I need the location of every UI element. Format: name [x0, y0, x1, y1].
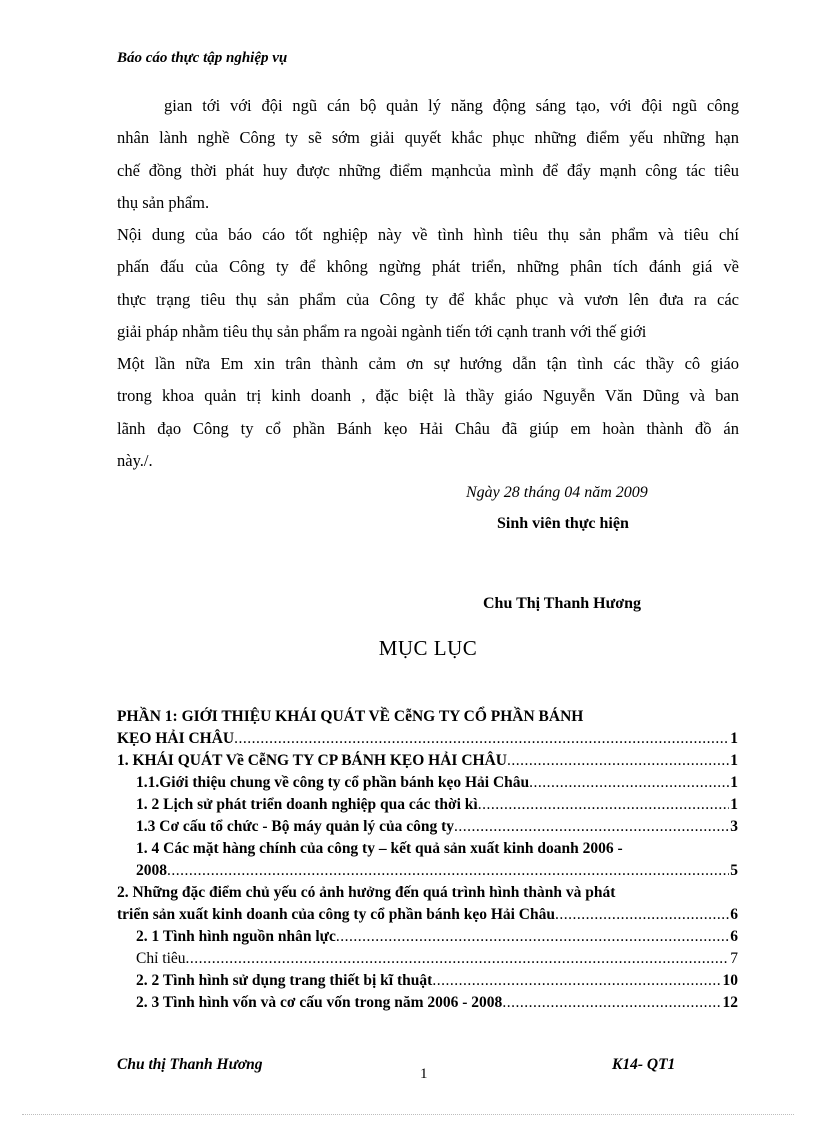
toc-page-number: 10: [722, 972, 738, 989]
toc-leader-dots: [507, 750, 729, 772]
toc-leader-dots: [186, 948, 730, 970]
footer-author: Chu thị Thanh Hương: [117, 1056, 263, 1073]
toc-entry-text: 1. 2 Lịch sử phát triển doanh nghiệp qua các thời kì: [136, 796, 478, 813]
paragraph-line: trong khoa quản trị kinh doanh , đặc biệt là thầy giáo Nguyễn Văn Dũng và ban: [117, 386, 739, 406]
toc-page-number: 1: [730, 730, 738, 747]
toc-page-number: 6: [730, 928, 738, 945]
toc-entry-1-1[interactable]: [117, 772, 738, 794]
paragraph-line: phấn đấu của Công ty để không ngừng phát triển, những phân tích đánh giá về: [117, 257, 739, 277]
paragraph-line: lãnh đạo Công ty cổ phần Bánh kẹo Hải Châu đã giúp em hoàn thành đồ án: [117, 418, 739, 438]
footer-class-code: K14- QT1: [612, 1056, 676, 1073]
toc-entry-text: 2. 2 Tình hình sử dụng trang thiết bị kĩ thuật: [136, 972, 433, 989]
paragraph-line: gian tới với đội ngũ cán bộ quản lý năng động sáng tạo, với đội ngũ công: [164, 96, 739, 115]
toc-leader-dots: [454, 816, 729, 838]
toc-entry-1-3[interactable]: [117, 816, 738, 838]
toc-entry-text: 1. KHÁI QUÁT Về CễNG TY CP BÁNH KẸO HẢI CHÂU: [117, 752, 507, 769]
toc-entry-text: KẸO HẢI CHÂU: [117, 730, 235, 747]
toc-entry-text: 2. 3 Tình hình vốn và cơ cấu vốn trong năm 2006 - 2008: [136, 994, 503, 1011]
toc-heading: MỤC LỤC: [378, 636, 478, 660]
paragraph-line: chế đồng thời phát huy được những điểm mạnhcủa mình để đẩy mạnh công tác tiêu: [117, 160, 739, 180]
body-paragraph-2: [117, 219, 739, 348]
toc-entry-text: 2. 1 Tình hình nguồn nhân lực: [136, 928, 336, 945]
toc-entry-1[interactable]: [117, 750, 738, 772]
signature-role: Sinh viên thực hiện: [497, 515, 629, 532]
toc-leader-dots: [167, 860, 729, 882]
toc-page-number: 12: [722, 994, 738, 1011]
toc-leader-dots: [234, 728, 729, 750]
paragraph-line: nhân lành nghề Công ty sẽ sớm giải quyết khắc phục những điểm yếu những hạn: [117, 128, 739, 148]
toc-page-number: 1: [730, 774, 738, 791]
toc-entry-chi-tieu[interactable]: [117, 948, 738, 970]
paragraph-line: này./.: [117, 450, 153, 470]
toc-entry-1-4-line1: 1. 4 Các mặt hàng chính của công ty – kết quả sản xuất kinh doanh 2006 -: [136, 840, 623, 857]
toc-entry-text: 2008: [136, 862, 167, 879]
toc-leader-dots: [502, 992, 721, 1014]
table-of-contents: [117, 706, 738, 1014]
toc-entry-1-4[interactable]: [117, 860, 738, 882]
toc-page-number: 7: [730, 950, 738, 967]
toc-section2-line1: 2. Những đặc điểm chủ yếu có ảnh hưởng đến quá trình hình thành và phát: [117, 884, 616, 901]
toc-part1-line1: PHẦN 1: GIỚI THIỆU KHÁI QUÁT VỀ CễNG TY CỔ PHẦN BÁNH: [117, 708, 584, 725]
footer-page-number: 1: [420, 1066, 428, 1082]
toc-entry-2-2[interactable]: [117, 970, 738, 992]
toc-entry-2[interactable]: [117, 904, 738, 926]
paragraph-line: giải pháp nhằm tiêu thụ sản phẩm ra ngoài ngành tiến tới cạnh tranh với thế giới: [117, 321, 647, 341]
toc-entry-2-3[interactable]: [117, 992, 738, 1014]
toc-leader-dots: [336, 926, 729, 948]
body-paragraph-1: [117, 90, 739, 219]
toc-entry-text: 1.1.Giới thiệu chung về công ty cổ phần bánh kẹo Hải Châu: [136, 774, 530, 791]
body-paragraph-3: [117, 348, 739, 477]
toc-page-number: 1: [730, 796, 738, 813]
signature-date: Ngày 28 tháng 04 năm 2009: [466, 484, 648, 501]
toc-entry-text: 1.3 Cơ cấu tổ chức - Bộ máy quản lý của công ty: [136, 818, 454, 835]
toc-entry-part1[interactable]: [117, 728, 738, 750]
page-bottom-divider: [22, 1114, 794, 1115]
paragraph-line: Một lần nữa Em xin trân thành cảm ơn sự hướng dẫn tận tình các thầy cô giáo: [117, 354, 739, 373]
toc-entry-2-1[interactable]: [117, 926, 738, 948]
toc-leader-dots: [478, 794, 730, 816]
toc-entry-text: Chỉ tiêu: [136, 950, 186, 967]
toc-entry-text: triển sản xuất kinh doanh của công ty cổ phần bánh kẹo Hải Châu: [117, 906, 555, 923]
signature-name: Chu Thị Thanh Hương: [483, 595, 641, 612]
toc-leader-dots: [555, 904, 729, 926]
paragraph-line: thụ sản phẩm.: [117, 192, 210, 212]
running-header-title: Báo cáo thực tập nghiệp vụ: [117, 50, 288, 66]
toc-leader-dots: [529, 772, 729, 794]
paragraph-line: thực trạng tiêu thụ sản phẩm của Công ty để khắc phục và vươn lên đưa ra các: [117, 289, 739, 309]
toc-page-number: 1: [730, 752, 738, 769]
toc-page-number: 6: [730, 906, 738, 923]
paragraph-line: Nội dung của báo cáo tốt nghiệp này về tình hình tiêu thụ sản phẩm và tiêu chí: [117, 225, 739, 244]
toc-leader-dots: [432, 970, 721, 992]
toc-entry-1-2[interactable]: [117, 794, 738, 816]
toc-page-number: 5: [730, 862, 738, 879]
toc-page-number: 3: [730, 818, 738, 835]
